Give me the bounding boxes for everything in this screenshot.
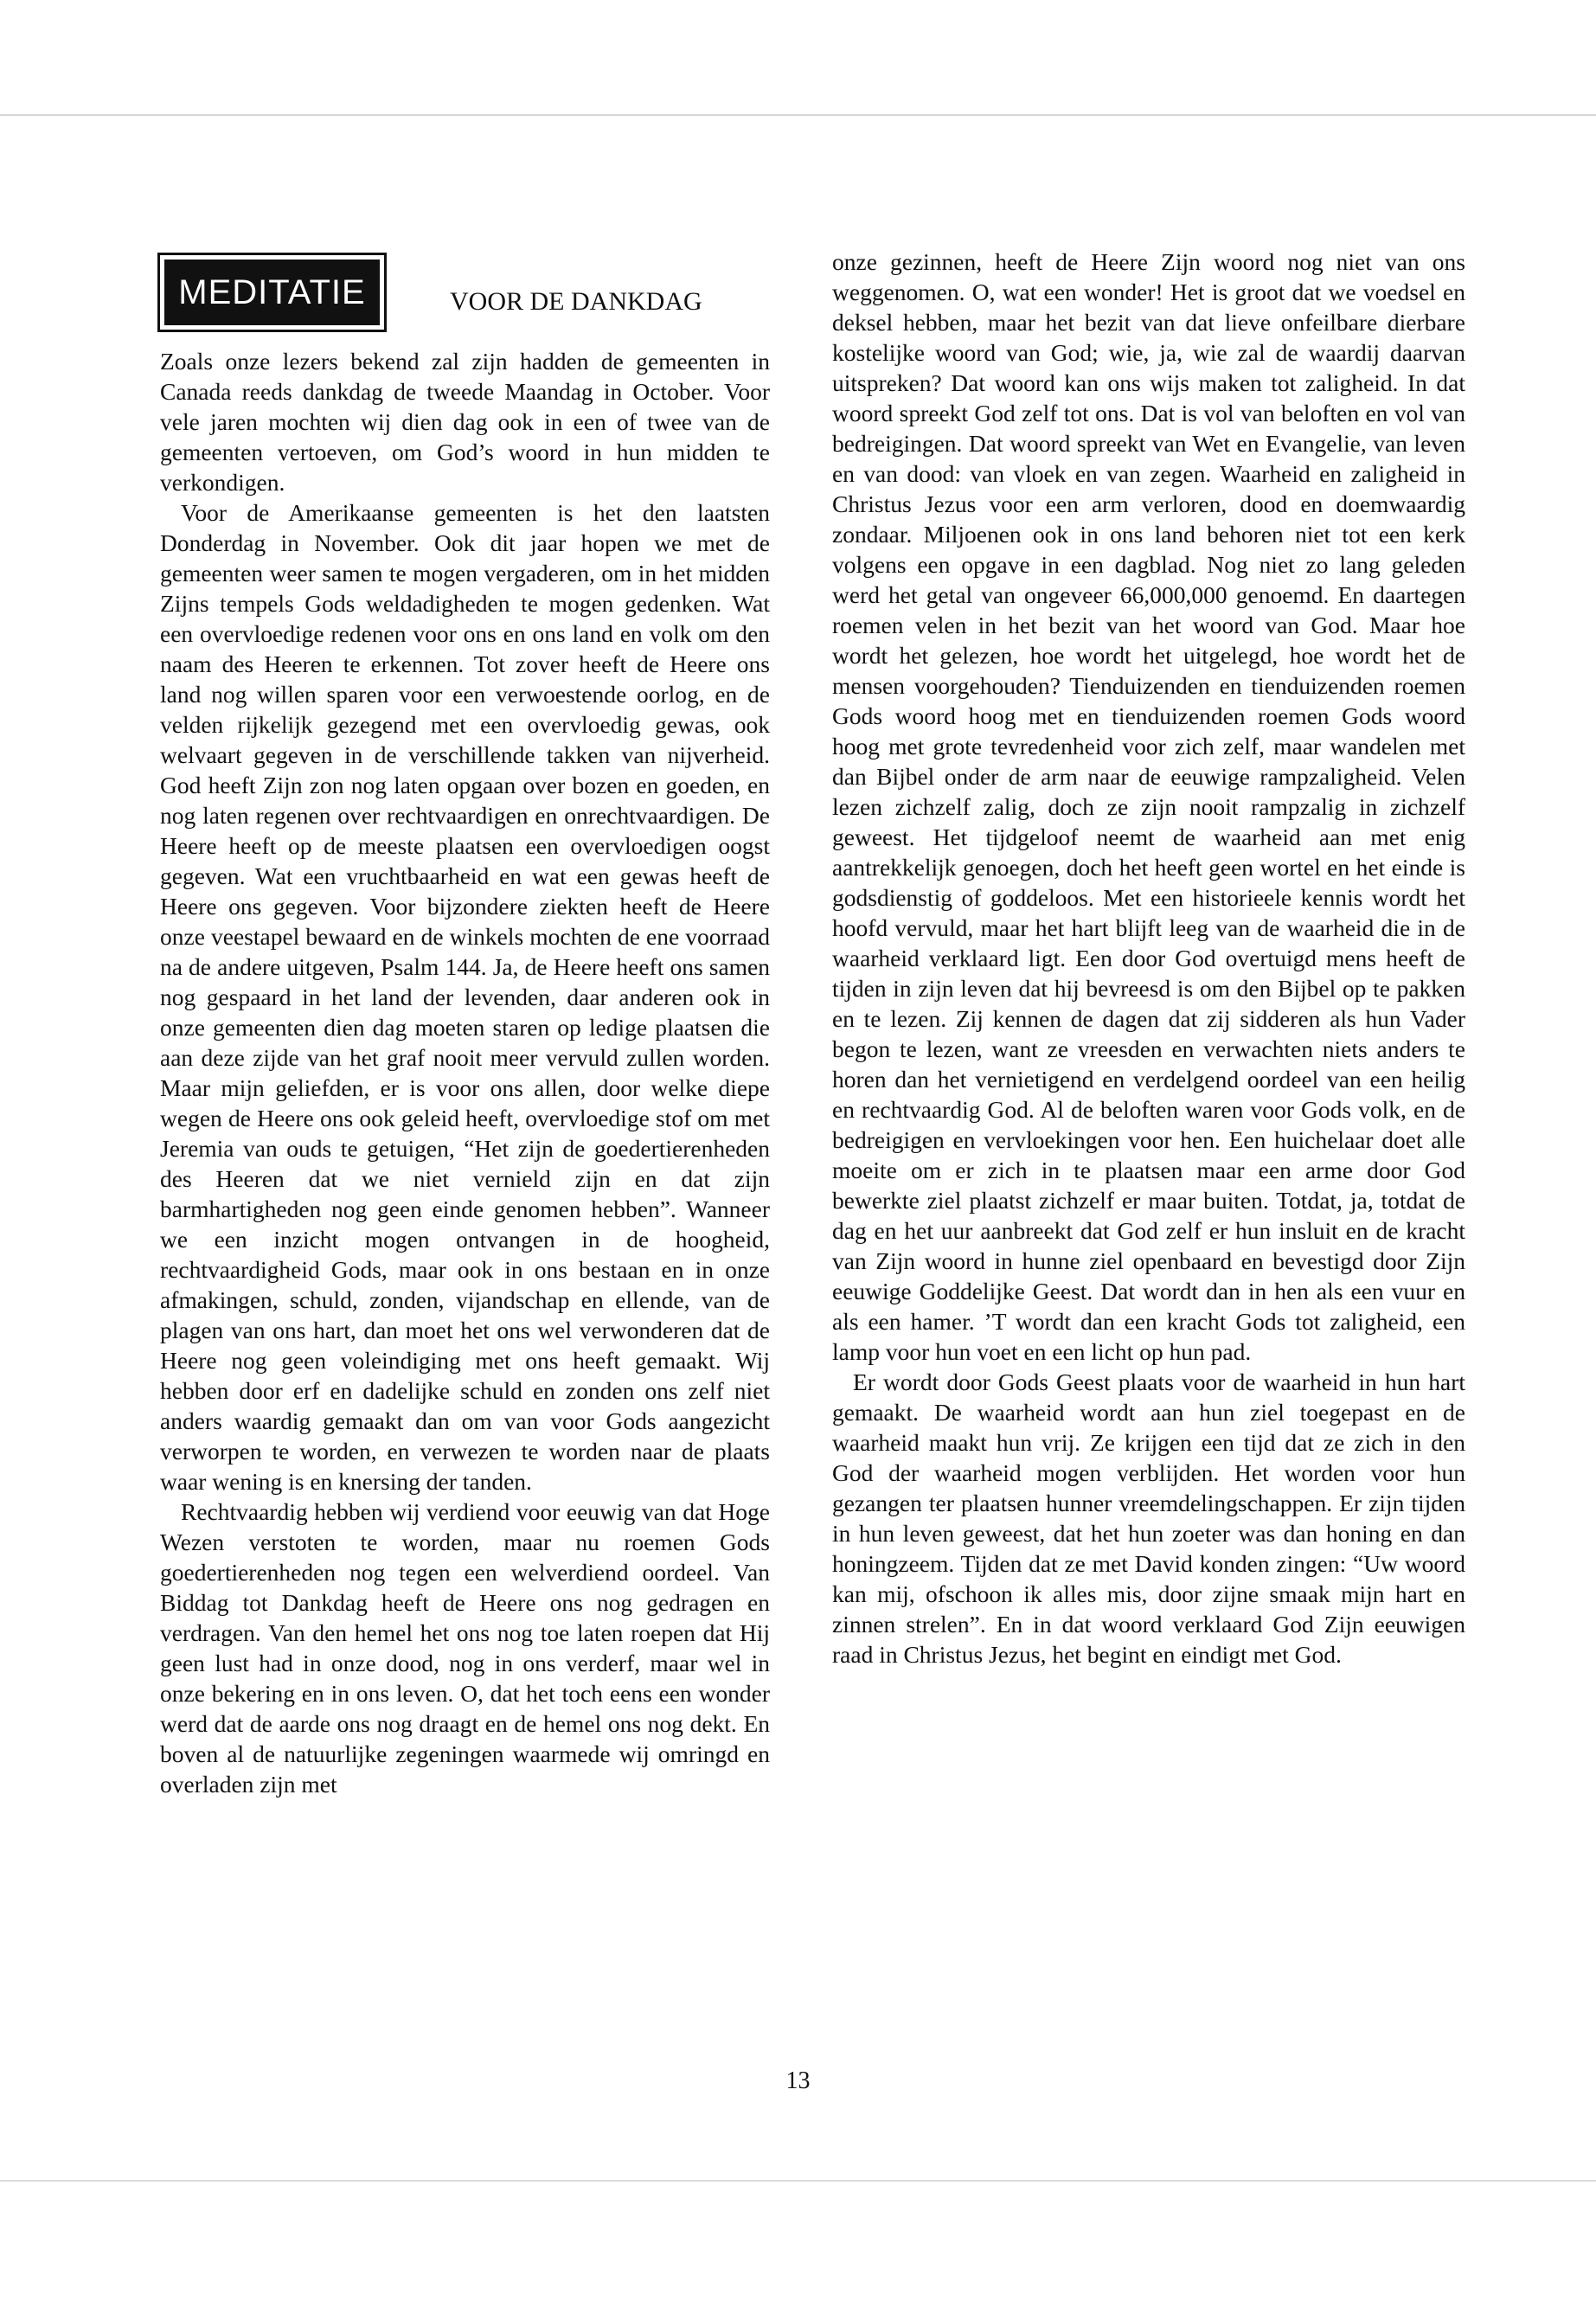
article-title: VOOR DE DANKDAG	[450, 287, 702, 316]
left-column	[160, 346, 770, 1799]
paragraph: Rechtvaardig hebben wij verdiend voor eeuwig van dat Hoge Wezen verstoten te worden, maar nu roemen Gods goedertierenheden nog tegen een welverdiend oordeel. Van Biddag tot Dankdag heeft de Heere ons nog gedragen en verdragen. Van den hemel het ons nog toe laten roepen dat Hij geen lust had in onze dood, nog in ons verderf, maar wel in onze bekering en in ons leven. O, dat het toch eens een wonder werd dat de aarde ons nog draagt en de hemel ons nog dekt. En boven al de natuurlijke zegeningen waarmede wij omringd en overladen zijn met	[160, 1498, 770, 1798]
top-divider	[0, 114, 1596, 116]
article-header	[157, 253, 789, 339]
section-badge	[157, 253, 387, 332]
page-number: 13	[785, 2067, 811, 2094]
paragraph: onze gezinnen, heeft de Heere Zijn woord nog niet van ons weggenomen. O, wat een wonder! Het is groot dat we voedsel en deksel hebben, maar het bezit van dat lieve onfeilbare dierbare kostelijke woord van God; wie, ja, wie zal de waardij daarvan uitspreken? Dat woord kan ons wijs maken tot zaligheid. In dat woord spreekt God zelf tot ons. Dat is vol van beloften en vol van bedreigingen. Dat woord spreekt van Wet en Evangelie, van leven en van dood: van vloek en van zegen. Waarheid en zaligheid in Christus Jezus voor een arm verloren, dood en doemwaardig zondaar. Miljoenen ook in ons land behoren niet tot een kerk volgens een opgave in een dagblad. Nog niet zo lang geleden werd het getal van ongeveer 66,000,000 genoemd. En daartegen roemen velen in het bezit van het woord van God. Maar hoe wordt het gelezen, hoe wordt het uitgelegd, hoe wordt het de mensen voorgehouden? Tienduizenden en tienduizenden roemen Gods woord hoog met en tienduizenden roemen Gods woord hoog met grote tevredenheid voor zich zelf, maar wandelen met dan Bijbel onder de arm naar de eeuwige rampzaligheid. Velen lezen zichzelf zalig, doch ze zijn nooit rampzalig in zichzelf geweest. Het tijdgeloof neemt de waarheid aan met enig aantrekkelijk genoegen, doch het heeft geen wortel en het einde is godsdienstig of goddeloos. Met een historieele kennis wordt het hoofd vervuld, maar het hart blijft leeg van de waarheid die in de waarheid verklaard ligt. Een door God overtuigd mens heeft de tijden in zijn leven dat hij bevreesd is om den Bijbel op te pakken en te lezen. Zij kennen de dagen dat zij sidderen als hun Vader begon te lezen, want ze vreesden en verwachten niets anders te horen dan het vernietigend en verdelgend oordeel van een heilig en rechtvaardig God. Al de beloften waren voor Gods volk, en de bedreigigen en vervloekingen voor hen. Een huichelaar doet alle moeite om er zich in te plaatsen maar een arme door God bewerkte ziel plaatst zichzelf er maar buiten. Totdat, ja, totdat de dag en het uur aanbreekt dat God zelf er hun insluit en de kracht van Zijn woord in hunne ziel openbaard en bevestigd door Zijn eeuwige Goddelijke Geest. Dat wordt dan in hen als een vuur en als een hamer. ’T wordt dan een kracht Gods tot zaligheid, een lamp voor hun voet en een licht op hun pad.	[832, 248, 1465, 1365]
section-badge-label: MEDITATIE	[164, 260, 380, 325]
paragraph: Zoals onze lezers bekend zal zijn hadden de gemeenten in Canada reeds dankdag de tweede Maandag in October. Voor vele jaren mochten wij dien dag ook in een of twee van de gemeenten vertoeven, om God’s woord in hun midden te verkondigen.	[160, 348, 770, 496]
right-column	[832, 247, 1465, 1670]
paragraph: Voor de Amerikaanse gemeenten is het den laatsten Donderdag in November. Ook dit jaar hopen we met de gemeenten weer samen te mogen vergaderen, om in het midden Zijns tempels Gods weldadigheden te mogen gedenken. Wat een overvloedige redenen voor ons en ons land en volk om den naam des Heeren te erkennen. Tot zover heeft de Heere ons land nog willen sparen voor een verwoestende oorlog, en de velden rijkelijk gezegend met een overvloedig gewas, ook welvaart gegeven in de verschillende takken van nijverheid. God heeft Zijn zon nog laten opgaan over bozen en goeden, en nog laten regenen over rechtvaardigen en onrechtvaardigen. De Heere heeft op de meeste plaatsen een overvloedigen oogst gegeven. Wat een vruchtbaarheid en wat een gewas heeft de Heere ons gegeven. Voor bijzondere ziekten heeft de Heere onze veestapel bewaard en de winkels mochten de ene voorraad na de andere uitgeven, Psalm 144. Ja, de Heere heeft ons samen nog gespaard in het land der levenden, daar anderen ook in onze gemeenten dien dag moeten staren op ledige plaatsen die aan deze zijde van het graf nooit meer vervuld zullen worden. Maar mijn geliefden, er is voor ons allen, door welke diepe wegen de Heere ons ook geleid heeft, overvloedige stof om met Jeremia van ouds te getuigen, “Het zijn de goedertierenheden des Heeren dat we niet vernield zijn en dat zijn barmhartigheden nog geen einde genomen hebben”. Wanneer we een inzicht mogen ontvangen in de hoogheid, rechtvaardigheid Gods, maar ook in ons bestaan en in onze afmakingen, schuld, zonden, vijandschap en ellende, van de plagen van ons hart, dan moet het ons wel verwonderen dat de Heere nog geen voleindiging met ons heeft gemaakt. Wij hebben door erf en dadelijke schuld en zonden ons zelf niet anders waardig gemaakt dan om van voor Gods aangezicht verworpen te worden, en verwezen te worden naar de plaats waar wening is en knersing der tanden.	[160, 499, 770, 1495]
paragraph: Er wordt door Gods Geest plaats voor de waarheid in hun hart gemaakt. De waarheid wordt aan hun ziel toegepast en de waarheid maakt hun vrij. Ze krijgen een tijd dat ze zich in den God der waarheid mogen verblijden. Het worden voor hun gezangen ter plaatsen hunner vreemdelingschappen. Er zijn tijden in hun leven geweest, dat het hun zoeter was dan honing en dan honingzeem. Tijden dat ze met David konden zingen: “Uw woord kan mij, ofschoon ik alles mis, door zijne smaak mijn hart en zinnen strelen”. En in dat woord verklaard God Zijn eeuwigen raad in Christus Jezus, het begint en eindigt met God.	[832, 1368, 1465, 1668]
bottom-divider	[0, 2180, 1596, 2182]
